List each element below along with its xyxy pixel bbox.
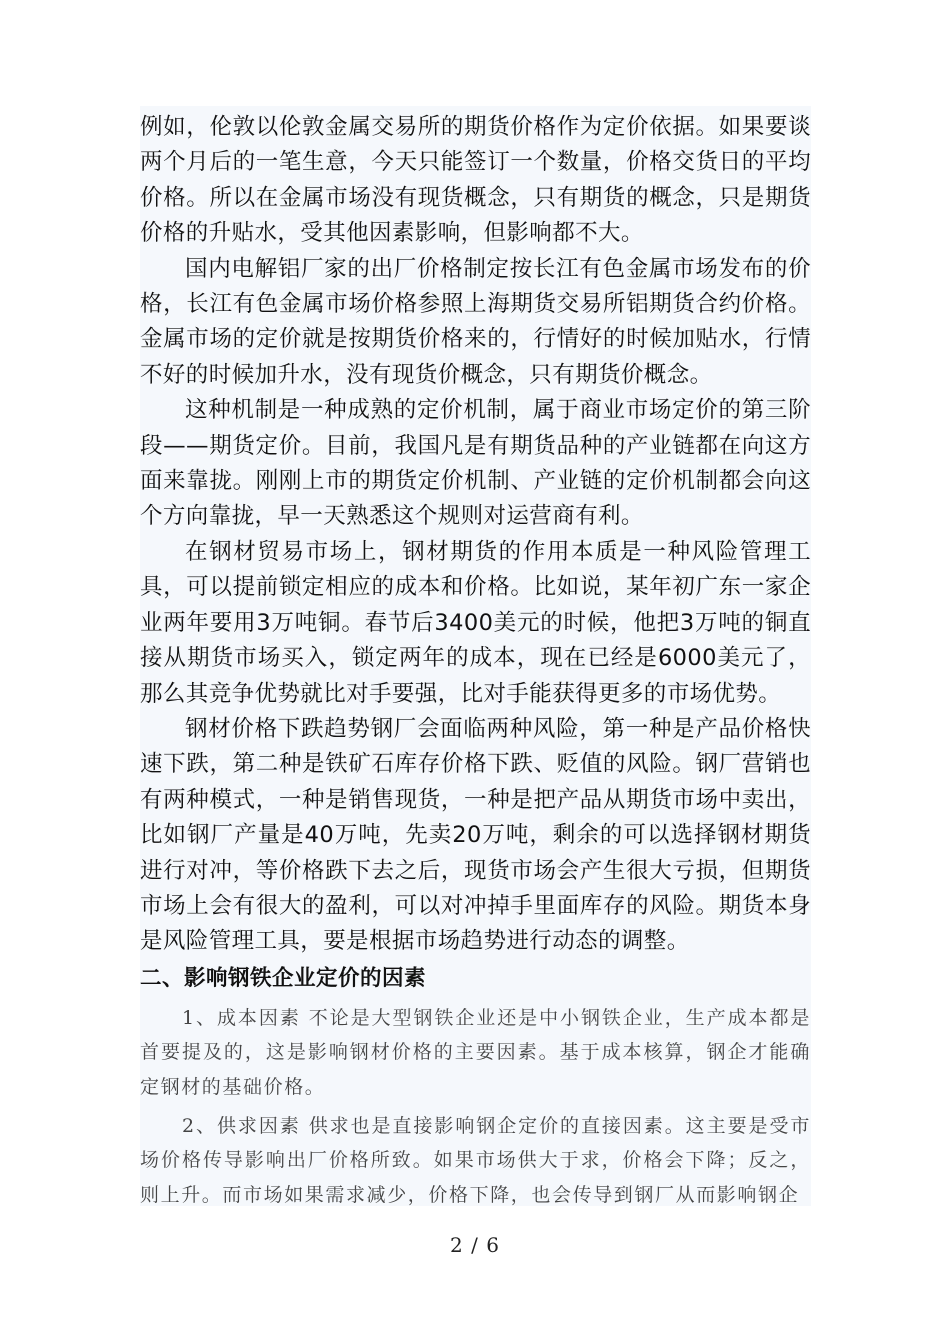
factor-cost: 1、成本因素 不论是大型钢铁企业还是中小钢铁企业，生产成本都是首要提及的，这是影响钢材价格的主要因素。基于成本核算，钢企才能确定钢材的基础价格。: [140, 1006, 811, 1098]
page-number: 2 / 6: [450, 1233, 500, 1257]
paragraph-price-decline-risks: 钢材价格下跌趋势钢厂会面临两种风险，第一种是产品价格快速下跌，第二种是铁矿石库存价格下跌、贬值的风险。钢厂营销也有两种模式，一种是销售现货，一种是把产品从期货市场中卖出，比如钢厂产量是40万吨，先卖20万吨，剩余的可以选择钢材期货进行对冲，等价格跌下去之后，现货市场会产生很大亏损，但期货市场上会有很大的盈利，可以对冲掉手里面库存的风险。期货本身是风险管理工具，要是根据市场趋势进行动态的调整。: [140, 715, 811, 955]
factor-supply-demand: 2、供求因素 供求也是直接影响钢企定价的直接因素。这主要是受市场价格传导影响出厂价格所致。如果市场供大于求，价格会下降；反之，则上升。而市场如果需求减少，价格下降，也会传导到钢厂从而影响钢企: [140, 1114, 811, 1206]
document-body: [140, 106, 811, 1206]
paragraph-pricing-mechanism: 这种机制是一种成熟的定价机制，属于商业市场定价的第三阶段——期货定价。目前，我国凡是有期货品种的产业链都在向这方面来靠拢。刚刚上市的期货定价机制、产业链的定价机制都会向这个方向靠拢，早一天熟悉这个规则对运营商有利。: [140, 397, 811, 530]
paragraph-steel-futures-role: 在钢材贸易市场上，钢材期货的作用本质是一种风险管理工具，可以提前锁定相应的成本和价格。比如说，某年初广东一家企业两年要用3万吨铜。春节后3400美元的时候，他把3万吨的铜直接从期货市场买入，锁定两年的成本，现在已经是6000美元了，那么其竞争优势就比对手要强，比对手能获得更多的市场优势。: [140, 538, 811, 707]
paragraph-aluminum-pricing: 国内电解铝厂家的出厂价格制定按长江有色金属市场发布的价格，长江有色金属市场价格参照上海期货交易所铝期货合约价格。金属市场的定价就是按期货价格来的，行情好的时候加贴水，行情不好的时候加升水，没有现货价概念，只有期货价概念。: [140, 255, 811, 388]
paragraph-futures-pricing-example: 例如，伦敦以伦敦金属交易所的期货价格作为定价依据。如果要谈两个月后的一笔生意，今天只能签订一个数量，价格交货日的平均价格。所以在金属市场没有现货概念，只有期货的概念，只是期货价格的升贴水，受其他因素影响，但影响都不大。: [140, 114, 811, 247]
section-heading: 二、影响钢铁企业定价的因素: [140, 965, 427, 991]
